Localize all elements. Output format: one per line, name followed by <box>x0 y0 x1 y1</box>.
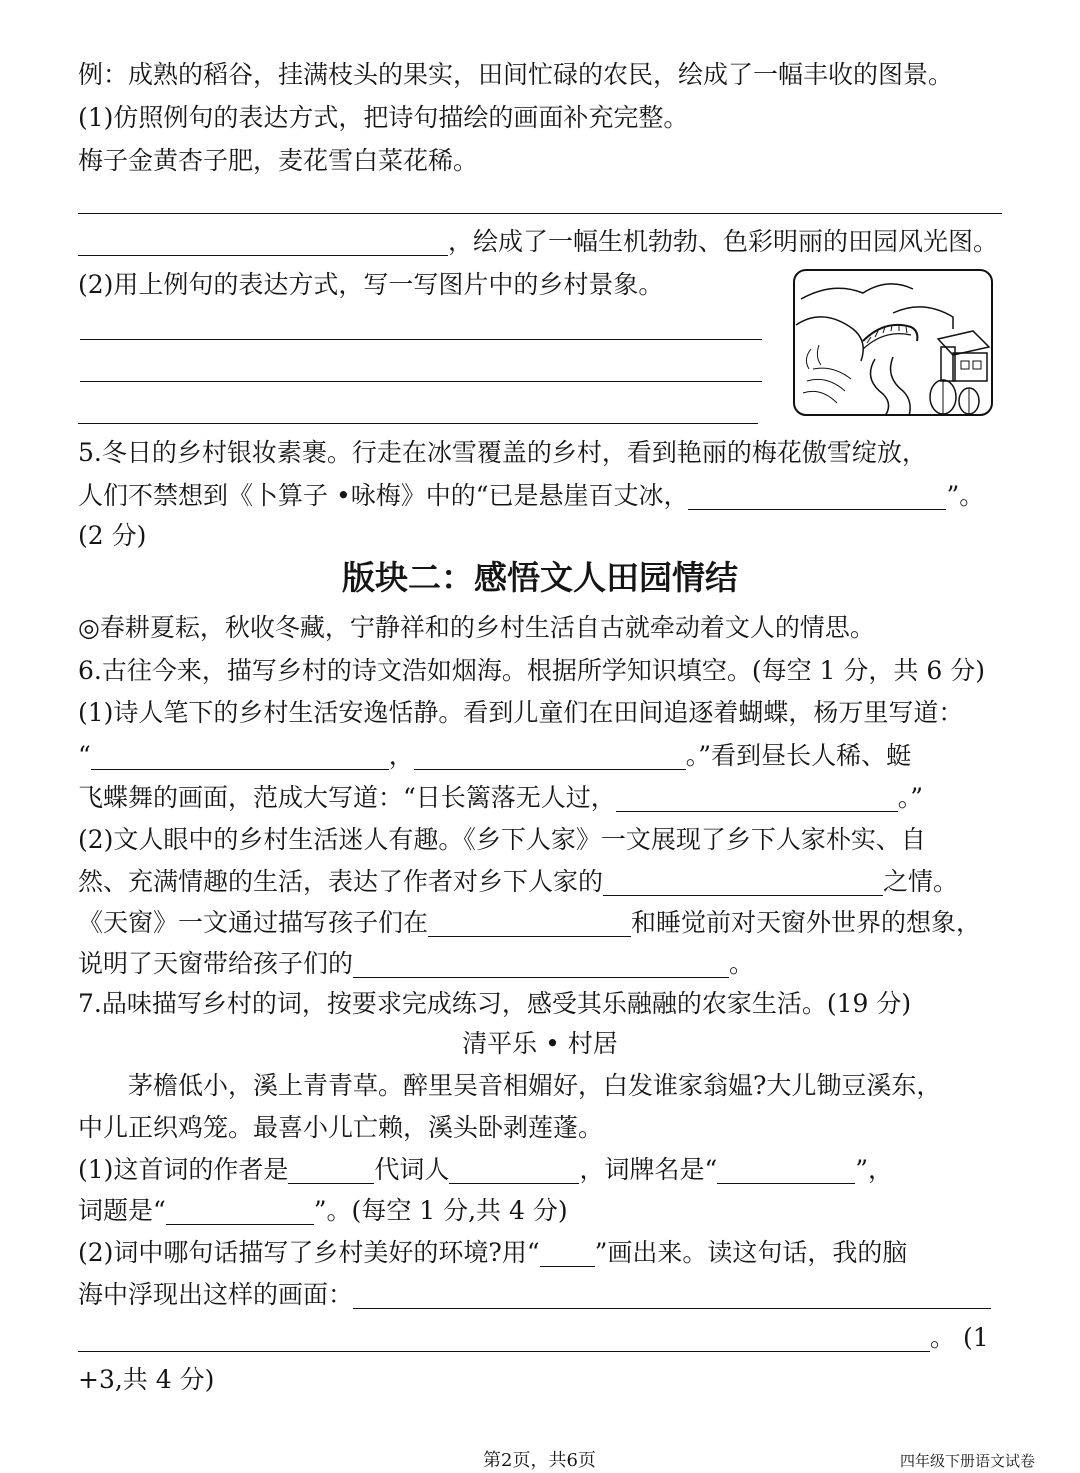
q6-2-line2-end: 之情。 <box>883 867 959 896</box>
answer-blank-q6-1-c[interactable] <box>616 785 898 812</box>
q6-1-line3 <box>78 778 923 818</box>
example-sentence: 例：成熟的稻谷，挂满枝头的果实，田间忙碌的农民，绘成了一幅丰收的图景。 <box>78 60 954 89</box>
section-two-intro: ◎春耕夏耘，秋收冬藏，宁静祥和的乡村生活自古就牵动着文人的情思。 <box>78 613 875 642</box>
q6-2-line1: (2)文人眼中的乡村生活迷人有趣。《乡下人家》一文展现了乡下人家朴实、自 <box>78 825 926 854</box>
q7-2-text-c: 海中浮现出这样的画面： <box>78 1280 354 1309</box>
q7-1-text-f: ”。(每空 1 分,共 4 分) <box>313 1196 568 1225</box>
answer-blank-q7-1-cipai[interactable] <box>717 1157 855 1184</box>
underline-sample <box>540 1240 595 1267</box>
village-scene-illustration <box>793 269 993 416</box>
q7-2-end: 。 (1 <box>930 1323 989 1352</box>
q5-line2-text: 人们不禁想到《卜算子 •咏梅》中的“已是悬崖百丈冰， <box>78 481 689 510</box>
answer-blank-q6-1-a[interactable] <box>91 743 389 770</box>
section-two-title: 版块二：感悟文人田园情结 <box>342 558 738 597</box>
answer-blank-q7-2-a[interactable] <box>353 1282 991 1309</box>
q6-1-line1: (1)诗人笔下的乡村生活安逸恬静。看到儿童们在田间追逐着蝴蝶，杨万里写道： <box>78 698 964 727</box>
q6-1-line3-text: 飞蝶舞的画面，范成大写道：“日长篱落无人过， <box>78 783 616 812</box>
q5-score: (2 分) <box>78 521 147 550</box>
q6-1-line2-text: 。”看到昼长人稀、蜓 <box>685 741 912 770</box>
answer-blank-q7-1-author[interactable] <box>449 1157 579 1184</box>
q6-2-line3-end: 和睡觉前对天窗外世界的想象， <box>631 908 982 937</box>
q5-line2-end: ”。 <box>946 481 985 510</box>
q7-2-score: +3,共 4 分) <box>78 1365 215 1394</box>
q6-1-line2 <box>78 736 911 776</box>
q7-2-line3 <box>78 1318 989 1358</box>
q7-intro: 7.品味描写乡村的词，按要求完成练习，感受其乐融融的农家生活。(19 分) <box>78 989 912 1018</box>
q6-intro: 6.古往今来，描写乡村的诗文浩如烟海。根据所学知识填空。(每空 1 分，共 6 分) <box>78 656 985 685</box>
answer-line-q4-2-a[interactable] <box>80 339 762 340</box>
q6-2-line4-text: 说明了天窗带给孩子们的 <box>78 949 354 978</box>
open-quote: “ <box>78 741 91 770</box>
paper-label: 四年级下册语文试卷 <box>900 1452 1036 1470</box>
q7-2-text-b: ”画出来。读这句话，我的脑 <box>594 1238 908 1267</box>
q6-2-line2 <box>78 862 958 902</box>
q4-1-tail: ，绘成了一幅生机勃勃、色彩明丽的田园风光图。 <box>448 227 999 256</box>
q5-line2 <box>78 476 984 516</box>
comma: ， <box>388 741 414 770</box>
q4-1-answer-row <box>78 222 998 262</box>
answer-line-q4-2-b[interactable] <box>80 381 762 382</box>
answer-line-q4-2-c[interactable] <box>78 423 758 424</box>
poem-line2: 中儿正织鸡笼。最喜小儿亡赖，溪头卧剥莲蓬。 <box>78 1113 604 1142</box>
q7-2-line2 <box>78 1275 991 1315</box>
q6-2-line2-text: 然、充满情趣的生活，表达了作者对乡下人家的 <box>78 867 604 896</box>
q7-1-text-d: ”， <box>855 1155 893 1184</box>
q6-2-line3 <box>78 903 981 943</box>
answer-line-q4-1-a[interactable] <box>78 213 1002 214</box>
q4-2-prompt: (2)用上例句的表达方式，写一写图片中的乡村景象。 <box>78 270 664 299</box>
poem-title: 清平乐 • 村居 <box>462 1029 618 1058</box>
page-number: 第2页，共6页 <box>483 1450 596 1471</box>
q4-1-prompt: (1)仿照例句的表达方式，把诗句描绘的画面补充完整。 <box>78 103 689 132</box>
answer-blank-q6-1-b[interactable] <box>414 743 686 770</box>
answer-blank-q6-2-a[interactable] <box>603 869 883 896</box>
answer-blank-q6-2-b[interactable] <box>428 910 631 937</box>
q7-1-text-b: 代词人 <box>374 1155 450 1184</box>
q4-1-poem: 梅子金黄杏子肥，麦花雪白菜花稀。 <box>78 146 479 175</box>
q6-2-line4 <box>78 944 754 984</box>
q7-1-text-a: (1)这首词的作者是 <box>78 1155 289 1184</box>
answer-blank-q6-2-c[interactable] <box>353 951 729 978</box>
answer-blank-q7-1-dynasty[interactable] <box>288 1157 374 1184</box>
q6-2-line3-text: 《天窗》一文通过描写孩子们在 <box>78 908 429 937</box>
answer-blank-q7-2-b[interactable] <box>78 1325 930 1352</box>
q7-1-text-c: ，词牌名是“ <box>579 1155 718 1184</box>
q6-2-line4-end: 。 <box>729 949 755 978</box>
q7-1-text-e: 词题是“ <box>78 1196 166 1225</box>
q5-line1: 5.冬日的乡村银妆素裹。行走在冰雪覆盖的乡村，看到艳丽的梅花傲雪绽放， <box>78 438 927 467</box>
answer-blank-q7-1-title[interactable] <box>166 1198 314 1225</box>
poem-line1: 茅檐低小，溪上青青草。醉里吴音相媚好，白发谁家翁媪?大儿锄豆溪东， <box>128 1071 942 1100</box>
answer-blank-q5[interactable] <box>688 483 946 510</box>
q7-2-text-a: (2)词中哪句话描写了乡村美好的环境?用“ <box>78 1238 540 1267</box>
q7-2-line1 <box>78 1233 907 1273</box>
q7-1-line2 <box>78 1191 568 1231</box>
answer-blank-q4-1-b[interactable] <box>78 229 448 256</box>
q7-1-line1 <box>78 1150 893 1190</box>
q6-1-line3-end: 。” <box>897 783 924 812</box>
